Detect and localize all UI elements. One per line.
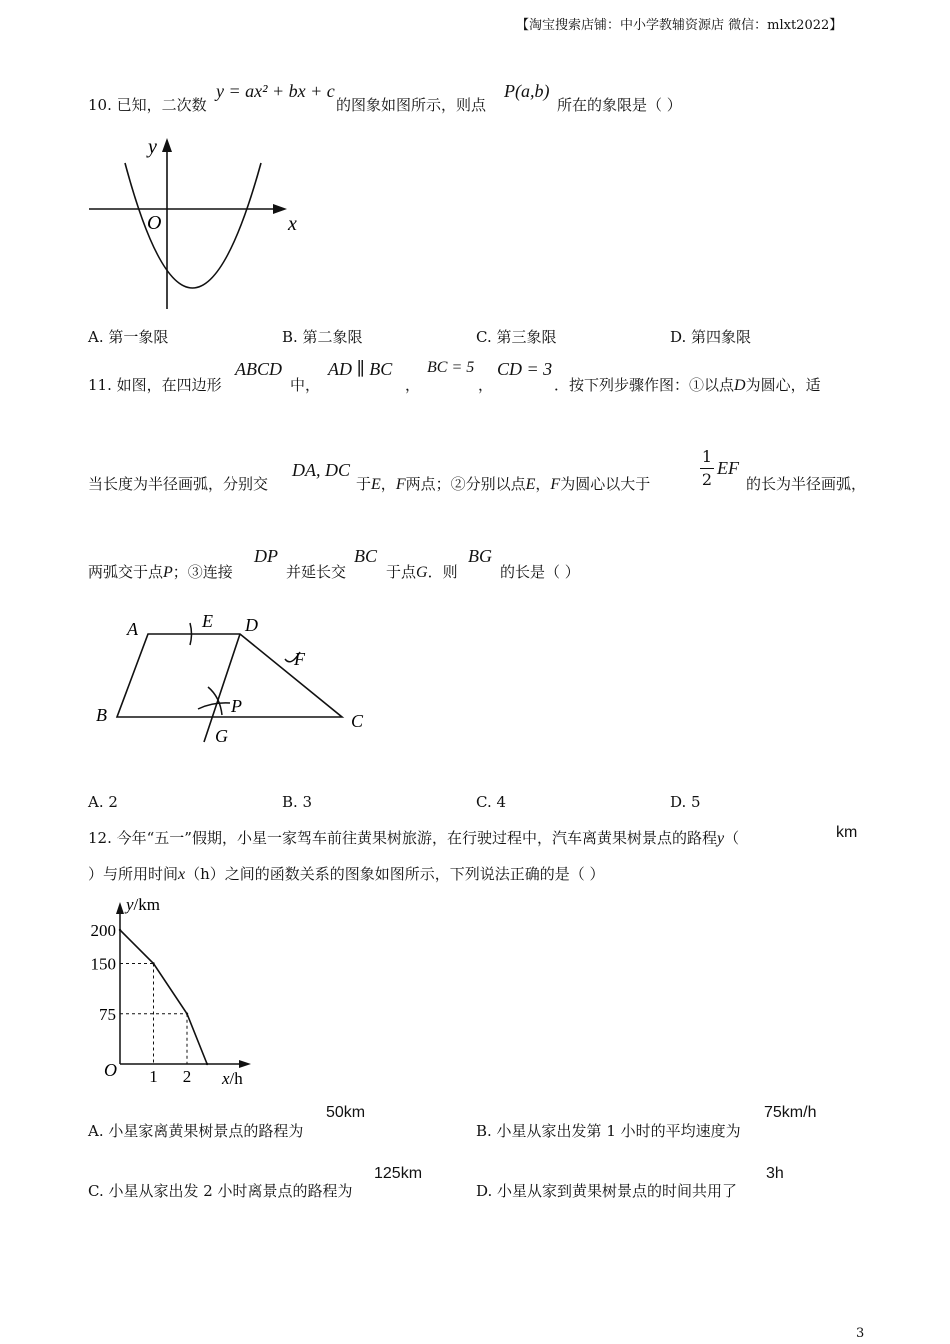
- q11-stem-start: [88, 375, 222, 395]
- page-header: 【淘宝搜索店铺：中小学教辅资源店 微信：mlxt2022】: [516, 18, 843, 33]
- q11-text-3: ，: [405, 376, 421, 394]
- q12-distance-time-chart: [80, 890, 280, 1090]
- data-point: [119, 929, 121, 931]
- y-tick-label: 200: [90, 921, 116, 940]
- q12-option-c-value: 125km: [374, 1165, 423, 1182]
- q10-stem: [88, 95, 207, 115]
- q11-math-bc5: BC = 5: [427, 359, 475, 376]
- q11-line2-text-6: 为圆心以大于: [560, 475, 651, 493]
- label-p: P: [231, 696, 242, 716]
- x-axis-arrow-icon: [273, 204, 287, 214]
- q11-math-bg: BG: [468, 546, 492, 566]
- q11-fraction-denominator: 2: [701, 470, 713, 489]
- q11-number: 11.: [88, 376, 112, 394]
- label-f: F: [294, 649, 305, 669]
- q11-text-6: 为圆心，适: [745, 376, 821, 394]
- q11-option-a: A. 2: [88, 793, 118, 811]
- q10-point: P(a,b): [504, 81, 550, 101]
- q10-option-c: C. 第三象限: [476, 328, 557, 346]
- series-line-distance: [120, 930, 207, 1064]
- data-point: [206, 1063, 208, 1065]
- q11-text-4: ，: [478, 376, 494, 394]
- q11-point-p: P: [163, 564, 173, 581]
- y-tick-label: 75: [99, 1004, 116, 1024]
- x-axis-arrow-icon: [239, 1060, 251, 1068]
- data-point: [152, 962, 154, 964]
- q11-line3-text-6: 的长是（ ）: [500, 563, 580, 581]
- q11-trapezoid-figure: [90, 605, 380, 750]
- x-tick-label: 1: [149, 1067, 158, 1086]
- q12-option-b-text: B. 小星从家出发第 1 小时的平均速度为: [476, 1122, 741, 1140]
- q11-line2-text-4: 两点；②分别以点: [405, 475, 526, 493]
- y-axis-arrow-icon: [162, 138, 172, 152]
- y-tick-label: 150: [90, 954, 116, 974]
- q12-option-d-text: D. 小星从家到黄果树景点的时间共用了: [476, 1182, 738, 1200]
- q12-option-a-text: A. 小星家离黄果树景点的路程为: [88, 1122, 304, 1140]
- q11-option-d: D. 5: [670, 793, 701, 811]
- q12-text-1: 今年“五一”假期，小星一家驾车前往黄果树旅游，在行驶过程中，汽车离黄果树景点的路程: [116, 829, 717, 847]
- page-number: 3: [856, 1326, 865, 1341]
- label-d: D: [245, 615, 258, 635]
- q11-line3-start: [88, 562, 233, 583]
- origin-label: O: [147, 212, 162, 234]
- q10-parabola-figure: [85, 135, 305, 315]
- label-g: G: [215, 726, 228, 746]
- q11-line2-text-3: ，: [380, 475, 396, 493]
- y-axis-label: y: [148, 136, 157, 158]
- y-axis-label: y/km: [126, 895, 160, 914]
- q11-fraction-numerator: 1: [701, 447, 713, 466]
- q12-line1: [88, 828, 739, 849]
- q12-option-a-value: 50km: [326, 1104, 366, 1121]
- x-axis-label: x/h: [222, 1069, 243, 1088]
- q12-var-x: x: [178, 866, 186, 883]
- q12-option-c-text: C. 小星从家出发 2 小时离景点的路程为: [88, 1182, 353, 1200]
- q10-option-a: A. 第一象限: [88, 328, 169, 346]
- origin-label: O: [104, 1060, 117, 1080]
- q12-unit-km: km: [836, 824, 858, 841]
- q11-math-bc: BC: [354, 546, 378, 566]
- q11-line2-text-7: 的长为半径画弧，: [746, 475, 867, 493]
- q10-text-mid: 的图象如图所示，则点: [336, 96, 487, 114]
- q11-fraction-bar: [700, 468, 714, 469]
- q10-text-before: 已知，二次数: [116, 96, 207, 114]
- arc-mark-p2: [198, 703, 230, 709]
- q10-option-b: B. 第二象限: [282, 328, 363, 346]
- y-axis-arrow-icon: [116, 902, 124, 914]
- label-c: C: [351, 711, 364, 731]
- q12-line2: [88, 864, 605, 885]
- q11-line3-text-2: ；③连接: [172, 563, 233, 581]
- q12-text-2: （: [724, 829, 740, 847]
- q11-fraction: [700, 448, 714, 489]
- q10-text-after: 所在的象限是（ ）: [557, 96, 682, 114]
- q10-number: 10.: [88, 96, 112, 114]
- q11-math-parallel: AD ∥ BC: [328, 359, 393, 379]
- q10-formula: y = ax² + bx + c: [216, 81, 335, 101]
- q11-text-5a: ．按下列步骤作图：①以点: [554, 376, 735, 394]
- label-e: E: [202, 611, 213, 631]
- q11-point-e: E: [371, 476, 381, 493]
- q11-line3-mid: [386, 562, 458, 583]
- q11-point-e2: E: [525, 476, 536, 493]
- q11-point-d: D: [734, 377, 746, 394]
- q11-line2-text-5: ，: [535, 475, 551, 493]
- q11-math-da-dc: DA, DC: [292, 460, 350, 480]
- label-b: B: [96, 705, 107, 725]
- q11-point-f2: F: [550, 476, 561, 493]
- parabola-curve: [125, 163, 261, 288]
- q11-math-ef: EF: [717, 458, 739, 478]
- q11-math-cd3: CD = 3: [497, 359, 553, 379]
- q11-point-f: F: [395, 476, 406, 493]
- x-axis-label: x: [288, 213, 297, 235]
- q11-math-abcd: ABCD: [235, 359, 282, 379]
- q12-line2-text-1: ）与所用时间: [88, 865, 179, 883]
- q11-line2-text-2: 于: [356, 475, 372, 493]
- q11-line3-text-4: 于点: [386, 563, 417, 581]
- q12-option-d-value: 3h: [766, 1165, 784, 1182]
- q11-math-dp: DP: [254, 546, 278, 566]
- x-tick-label: 2: [182, 1067, 192, 1086]
- q12-line2-text-2: （h）之间的函数关系的图象如图所示，下列说法正确的是（ ）: [185, 865, 605, 883]
- q12-option-b-value: 75km/h: [764, 1104, 817, 1121]
- q11-line3-text-1: 两弧交于点: [88, 563, 164, 581]
- trapezoid-abcd: [117, 634, 342, 717]
- q12-number: 12.: [88, 829, 112, 847]
- q11-option-c: C. 4: [476, 793, 507, 811]
- label-a: A: [127, 619, 138, 639]
- q12-var-y: y: [716, 830, 725, 847]
- q11-line3-text-5: ．则: [427, 563, 458, 581]
- q11-option-b: B. 3: [282, 793, 313, 811]
- q11-text-2: 中，: [290, 376, 321, 394]
- q10-option-d: D. 第四象限: [670, 328, 752, 346]
- q11-text-5: [554, 375, 821, 396]
- q11-text-1: 如图，在四边形: [116, 376, 222, 394]
- data-point: [186, 1013, 188, 1015]
- q11-line2-text-1: 当长度为半径画弧，分别交: [88, 475, 269, 493]
- q11-point-g: G: [416, 564, 428, 581]
- q11-line3-text-3: 并延长交: [286, 563, 347, 581]
- q11-line2-mid: [356, 474, 650, 495]
